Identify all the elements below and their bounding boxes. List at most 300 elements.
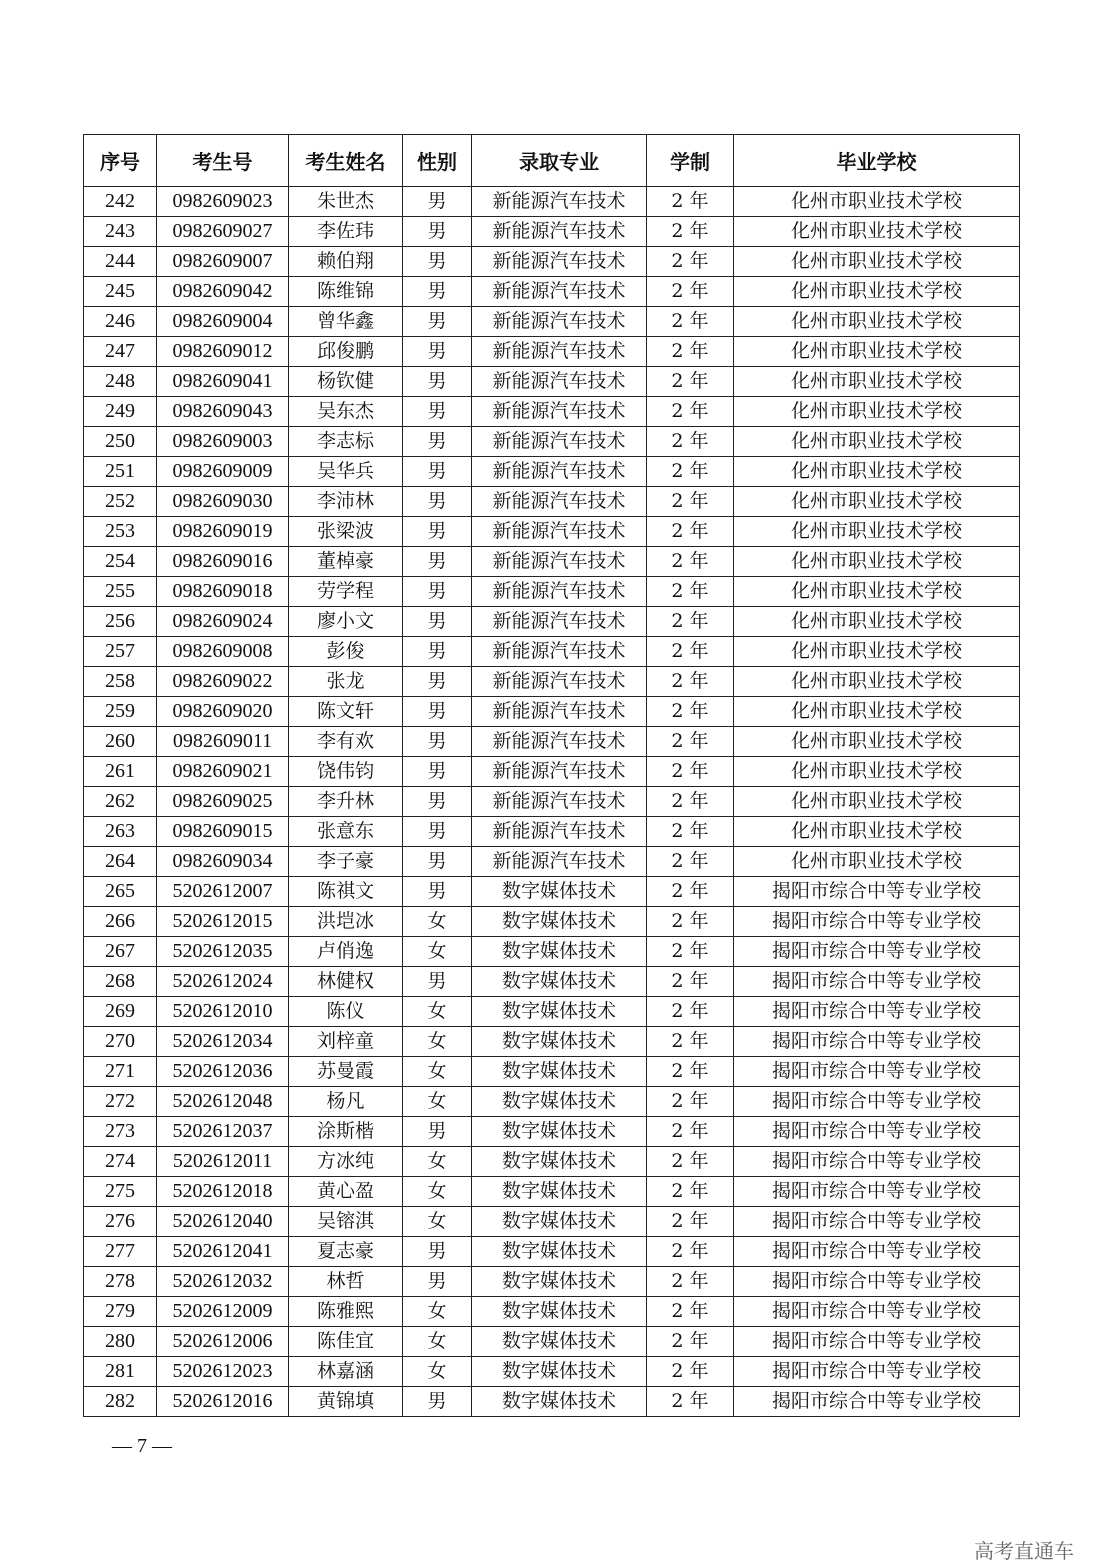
cell-duration: 2 年 (647, 547, 734, 577)
cell-name: 吴东杰 (289, 397, 403, 427)
table-row (84, 247, 1020, 277)
cell-school: 化州市职业技术学校 (734, 667, 1020, 697)
cell-gender: 男 (403, 307, 472, 337)
cell-exam-id: 0982609022 (157, 667, 289, 697)
cell-index: 277 (84, 1237, 157, 1267)
cell-exam-id: 0982609003 (157, 427, 289, 457)
table-row (84, 787, 1020, 817)
cell-gender: 男 (403, 187, 472, 217)
cell-name: 涂斯楷 (289, 1117, 403, 1147)
table-row (84, 757, 1020, 787)
cell-index: 267 (84, 937, 157, 967)
cell-gender: 女 (403, 1027, 472, 1057)
cell-gender: 女 (403, 907, 472, 937)
cell-name: 林哲 (289, 1267, 403, 1297)
cell-index: 268 (84, 967, 157, 997)
cell-index: 248 (84, 367, 157, 397)
cell-index: 244 (84, 247, 157, 277)
cell-major: 数字媒体技术 (472, 1147, 647, 1177)
cell-name: 张意东 (289, 817, 403, 847)
cell-duration: 2 年 (647, 1267, 734, 1297)
table-row (84, 607, 1020, 637)
cell-duration: 2 年 (647, 967, 734, 997)
cell-exam-id: 0982609008 (157, 637, 289, 667)
cell-major: 新能源汽车技术 (472, 637, 647, 667)
cell-major: 数字媒体技术 (472, 1387, 647, 1417)
cell-exam-id: 5202612023 (157, 1357, 289, 1387)
cell-name: 劳学程 (289, 577, 403, 607)
cell-duration: 2 年 (647, 1327, 734, 1357)
cell-exam-id: 0982609004 (157, 307, 289, 337)
cell-gender: 女 (403, 997, 472, 1027)
table-row (84, 847, 1020, 877)
table-row (84, 1057, 1020, 1087)
cell-index: 253 (84, 517, 157, 547)
cell-duration: 2 年 (647, 637, 734, 667)
cell-major: 新能源汽车技术 (472, 607, 647, 637)
table-row (84, 367, 1020, 397)
cell-index: 246 (84, 307, 157, 337)
cell-index: 257 (84, 637, 157, 667)
cell-gender: 男 (403, 757, 472, 787)
cell-major: 新能源汽车技术 (472, 217, 647, 247)
cell-name: 朱世杰 (289, 187, 403, 217)
header-school: 毕业学校 (734, 135, 1020, 187)
table-row (84, 1027, 1020, 1057)
cell-exam-id: 5202612016 (157, 1387, 289, 1417)
cell-index: 273 (84, 1117, 157, 1147)
cell-duration: 2 年 (647, 607, 734, 637)
cell-school: 揭阳市综合中等专业学校 (734, 1387, 1020, 1417)
cell-exam-id: 0982609042 (157, 277, 289, 307)
cell-index: 260 (84, 727, 157, 757)
cell-index: 269 (84, 997, 157, 1027)
cell-school: 揭阳市综合中等专业学校 (734, 1117, 1020, 1147)
cell-gender: 男 (403, 487, 472, 517)
cell-name: 吴镕淇 (289, 1207, 403, 1237)
cell-gender: 男 (403, 1117, 472, 1147)
cell-exam-id: 0982609021 (157, 757, 289, 787)
cell-name: 刘梓童 (289, 1027, 403, 1057)
cell-exam-id: 0982609043 (157, 397, 289, 427)
cell-name: 李升林 (289, 787, 403, 817)
cell-duration: 2 年 (647, 1117, 734, 1147)
cell-index: 270 (84, 1027, 157, 1057)
cell-school: 揭阳市综合中等专业学校 (734, 1057, 1020, 1087)
cell-gender: 男 (403, 877, 472, 907)
cell-name: 廖小文 (289, 607, 403, 637)
table-row (84, 1177, 1020, 1207)
cell-name: 李志标 (289, 427, 403, 457)
cell-index: 279 (84, 1297, 157, 1327)
cell-duration: 2 年 (647, 697, 734, 727)
cell-name: 杨钦健 (289, 367, 403, 397)
cell-duration: 2 年 (647, 517, 734, 547)
cell-duration: 2 年 (647, 487, 734, 517)
table-row (84, 877, 1020, 907)
cell-exam-id: 0982609024 (157, 607, 289, 637)
cell-major: 新能源汽车技术 (472, 307, 647, 337)
cell-index: 256 (84, 607, 157, 637)
cell-gender: 男 (403, 667, 472, 697)
cell-duration: 2 年 (647, 1087, 734, 1117)
cell-school: 化州市职业技术学校 (734, 187, 1020, 217)
cell-exam-id: 5202612007 (157, 877, 289, 907)
cell-gender: 男 (403, 397, 472, 427)
cell-school: 揭阳市综合中等专业学校 (734, 1297, 1020, 1327)
cell-school: 化州市职业技术学校 (734, 637, 1020, 667)
cell-gender: 男 (403, 217, 472, 247)
cell-duration: 2 年 (647, 577, 734, 607)
cell-school: 化州市职业技术学校 (734, 787, 1020, 817)
table-row (84, 697, 1020, 727)
cell-school: 化州市职业技术学校 (734, 847, 1020, 877)
cell-name: 林嘉涵 (289, 1357, 403, 1387)
cell-school: 化州市职业技术学校 (734, 397, 1020, 427)
table-row (84, 457, 1020, 487)
cell-duration: 2 年 (647, 1177, 734, 1207)
cell-school: 化州市职业技术学校 (734, 727, 1020, 757)
table-row (84, 1357, 1020, 1387)
cell-gender: 男 (403, 517, 472, 547)
cell-index: 278 (84, 1267, 157, 1297)
admission-table (83, 134, 1020, 1417)
cell-index: 271 (84, 1057, 157, 1087)
table-row (84, 517, 1020, 547)
cell-school: 揭阳市综合中等专业学校 (734, 997, 1020, 1027)
cell-gender: 男 (403, 337, 472, 367)
cell-index: 275 (84, 1177, 157, 1207)
cell-name: 方冰纯 (289, 1147, 403, 1177)
cell-index: 247 (84, 337, 157, 367)
cell-major: 新能源汽车技术 (472, 427, 647, 457)
table-row (84, 217, 1020, 247)
cell-exam-id: 0982609018 (157, 577, 289, 607)
cell-exam-id: 5202612024 (157, 967, 289, 997)
cell-index: 282 (84, 1387, 157, 1417)
cell-exam-id: 5202612041 (157, 1237, 289, 1267)
cell-duration: 2 年 (647, 727, 734, 757)
cell-exam-id: 5202612018 (157, 1177, 289, 1207)
cell-index: 243 (84, 217, 157, 247)
cell-name: 李佐玮 (289, 217, 403, 247)
cell-index: 252 (84, 487, 157, 517)
cell-major: 数字媒体技术 (472, 1057, 647, 1087)
cell-index: 245 (84, 277, 157, 307)
cell-exam-id: 5202612035 (157, 937, 289, 967)
cell-name: 黄锦填 (289, 1387, 403, 1417)
table-row (84, 967, 1020, 997)
table-row (84, 427, 1020, 457)
header-duration: 学制 (647, 135, 734, 187)
cell-duration: 2 年 (647, 277, 734, 307)
cell-duration: 2 年 (647, 877, 734, 907)
cell-school: 化州市职业技术学校 (734, 337, 1020, 367)
table-row (84, 1297, 1020, 1327)
cell-major: 新能源汽车技术 (472, 787, 647, 817)
table-row (84, 1117, 1020, 1147)
cell-major: 新能源汽车技术 (472, 337, 647, 367)
cell-major: 新能源汽车技术 (472, 487, 647, 517)
cell-index: 261 (84, 757, 157, 787)
cell-exam-id: 0982609007 (157, 247, 289, 277)
cell-gender: 男 (403, 607, 472, 637)
cell-name: 陈祺文 (289, 877, 403, 907)
cell-duration: 2 年 (647, 367, 734, 397)
cell-index: 264 (84, 847, 157, 877)
watermark: 高考直通车 (974, 1539, 1074, 1563)
cell-major: 新能源汽车技术 (472, 577, 647, 607)
cell-major: 新能源汽车技术 (472, 187, 647, 217)
cell-gender: 女 (403, 937, 472, 967)
cell-school: 揭阳市综合中等专业学校 (734, 1087, 1020, 1117)
cell-major: 数字媒体技术 (472, 1087, 647, 1117)
cell-exam-id: 5202612034 (157, 1027, 289, 1057)
cell-exam-id: 0982609034 (157, 847, 289, 877)
table-row (84, 1087, 1020, 1117)
cell-duration: 2 年 (647, 457, 734, 487)
cell-exam-id: 0982609041 (157, 367, 289, 397)
cell-index: 251 (84, 457, 157, 487)
table-row (84, 1387, 1020, 1417)
cell-index: 249 (84, 397, 157, 427)
cell-exam-id: 5202612010 (157, 997, 289, 1027)
cell-major: 新能源汽车技术 (472, 847, 647, 877)
table-row (84, 547, 1020, 577)
table-row (84, 337, 1020, 367)
cell-name: 赖伯翔 (289, 247, 403, 277)
cell-name: 苏曼霞 (289, 1057, 403, 1087)
cell-major: 新能源汽车技术 (472, 397, 647, 427)
cell-exam-id: 0982609027 (157, 217, 289, 247)
table-row (84, 1327, 1020, 1357)
cell-school: 化州市职业技术学校 (734, 277, 1020, 307)
cell-index: 265 (84, 877, 157, 907)
cell-name: 洪垲冰 (289, 907, 403, 937)
cell-duration: 2 年 (647, 1237, 734, 1267)
cell-major: 新能源汽车技术 (472, 367, 647, 397)
cell-duration: 2 年 (647, 187, 734, 217)
cell-gender: 男 (403, 367, 472, 397)
cell-school: 揭阳市综合中等专业学校 (734, 1327, 1020, 1357)
cell-gender: 男 (403, 1387, 472, 1417)
cell-duration: 2 年 (647, 847, 734, 877)
cell-major: 新能源汽车技术 (472, 277, 647, 307)
cell-school: 化州市职业技术学校 (734, 577, 1020, 607)
cell-name: 邱俊鹏 (289, 337, 403, 367)
cell-exam-id: 5202612032 (157, 1267, 289, 1297)
table-row (84, 577, 1020, 607)
cell-school: 化州市职业技术学校 (734, 427, 1020, 457)
cell-gender: 女 (403, 1177, 472, 1207)
cell-school: 化州市职业技术学校 (734, 457, 1020, 487)
cell-duration: 2 年 (647, 817, 734, 847)
table-row (84, 667, 1020, 697)
cell-gender: 男 (403, 637, 472, 667)
cell-duration: 2 年 (647, 337, 734, 367)
table-row (84, 487, 1020, 517)
cell-duration: 2 年 (647, 997, 734, 1027)
cell-gender: 男 (403, 787, 472, 817)
cell-name: 陈佳宜 (289, 1327, 403, 1357)
cell-major: 新能源汽车技术 (472, 697, 647, 727)
cell-school: 化州市职业技术学校 (734, 217, 1020, 247)
table-row (84, 1147, 1020, 1177)
cell-gender: 男 (403, 577, 472, 607)
table-row (84, 277, 1020, 307)
cell-school: 化州市职业技术学校 (734, 517, 1020, 547)
cell-school: 化州市职业技术学校 (734, 817, 1020, 847)
cell-index: 276 (84, 1207, 157, 1237)
cell-gender: 女 (403, 1297, 472, 1327)
cell-duration: 2 年 (647, 1147, 734, 1177)
cell-major: 数字媒体技术 (472, 1327, 647, 1357)
cell-gender: 女 (403, 1357, 472, 1387)
header-name: 考生姓名 (289, 135, 403, 187)
table-row (84, 1267, 1020, 1297)
cell-name: 杨凡 (289, 1087, 403, 1117)
cell-duration: 2 年 (647, 667, 734, 697)
cell-name: 董棹豪 (289, 547, 403, 577)
table-row (84, 307, 1020, 337)
cell-index: 274 (84, 1147, 157, 1177)
header-exam-id: 考生号 (157, 135, 289, 187)
cell-major: 数字媒体技术 (472, 1207, 647, 1237)
cell-major: 数字媒体技术 (472, 967, 647, 997)
cell-major: 数字媒体技术 (472, 1297, 647, 1327)
cell-duration: 2 年 (647, 1027, 734, 1057)
cell-gender: 女 (403, 1207, 472, 1237)
table-row (84, 1207, 1020, 1237)
cell-duration: 2 年 (647, 307, 734, 337)
cell-major: 新能源汽车技术 (472, 547, 647, 577)
cell-duration: 2 年 (647, 397, 734, 427)
cell-name: 黄心盈 (289, 1177, 403, 1207)
cell-index: 255 (84, 577, 157, 607)
cell-exam-id: 0982609030 (157, 487, 289, 517)
cell-school: 揭阳市综合中等专业学校 (734, 937, 1020, 967)
cell-exam-id: 5202612040 (157, 1207, 289, 1237)
table-row (84, 637, 1020, 667)
cell-major: 新能源汽车技术 (472, 727, 647, 757)
cell-name: 饶伟钧 (289, 757, 403, 787)
cell-school: 化州市职业技术学校 (734, 487, 1020, 517)
cell-gender: 男 (403, 427, 472, 457)
header-gender: 性别 (403, 135, 472, 187)
cell-school: 揭阳市综合中等专业学校 (734, 907, 1020, 937)
cell-duration: 2 年 (647, 427, 734, 457)
cell-major: 新能源汽车技术 (472, 517, 647, 547)
cell-name: 彭俊 (289, 637, 403, 667)
cell-major: 新能源汽车技术 (472, 247, 647, 277)
cell-school: 化州市职业技术学校 (734, 247, 1020, 277)
cell-major: 数字媒体技术 (472, 997, 647, 1027)
cell-exam-id: 0982609023 (157, 187, 289, 217)
cell-duration: 2 年 (647, 1297, 734, 1327)
cell-name: 陈雅熙 (289, 1297, 403, 1327)
cell-index: 263 (84, 817, 157, 847)
cell-exam-id: 5202612037 (157, 1117, 289, 1147)
cell-school: 化州市职业技术学校 (734, 307, 1020, 337)
cell-school: 化州市职业技术学校 (734, 607, 1020, 637)
cell-exam-id: 5202612006 (157, 1327, 289, 1357)
cell-duration: 2 年 (647, 1387, 734, 1417)
cell-name: 卢俏逸 (289, 937, 403, 967)
table-row (84, 187, 1020, 217)
cell-major: 数字媒体技术 (472, 937, 647, 967)
cell-school: 揭阳市综合中等专业学校 (734, 1207, 1020, 1237)
cell-gender: 男 (403, 547, 472, 577)
cell-exam-id: 5202612036 (157, 1057, 289, 1087)
header-index: 序号 (84, 135, 157, 187)
cell-index: 262 (84, 787, 157, 817)
page-number: — 7 — (112, 1435, 172, 1457)
cell-gender: 男 (403, 247, 472, 277)
cell-duration: 2 年 (647, 217, 734, 247)
cell-duration: 2 年 (647, 787, 734, 817)
cell-duration: 2 年 (647, 1357, 734, 1387)
cell-index: 242 (84, 187, 157, 217)
cell-duration: 2 年 (647, 1207, 734, 1237)
cell-major: 数字媒体技术 (472, 1357, 647, 1387)
cell-exam-id: 0982609009 (157, 457, 289, 487)
cell-name: 曾华鑫 (289, 307, 403, 337)
cell-major: 数字媒体技术 (472, 1177, 647, 1207)
cell-school: 化州市职业技术学校 (734, 547, 1020, 577)
header-major: 录取专业 (472, 135, 647, 187)
cell-major: 数字媒体技术 (472, 1267, 647, 1297)
cell-school: 揭阳市综合中等专业学校 (734, 1267, 1020, 1297)
cell-exam-id: 5202612048 (157, 1087, 289, 1117)
cell-index: 259 (84, 697, 157, 727)
cell-school: 揭阳市综合中等专业学校 (734, 1357, 1020, 1387)
cell-school: 揭阳市综合中等专业学校 (734, 1237, 1020, 1267)
table-row (84, 817, 1020, 847)
cell-gender: 男 (403, 727, 472, 757)
cell-name: 陈仪 (289, 997, 403, 1027)
cell-major: 新能源汽车技术 (472, 457, 647, 487)
cell-duration: 2 年 (647, 757, 734, 787)
cell-major: 数字媒体技术 (472, 1237, 647, 1267)
cell-exam-id: 0982609016 (157, 547, 289, 577)
cell-index: 280 (84, 1327, 157, 1357)
cell-major: 数字媒体技术 (472, 877, 647, 907)
cell-name: 李有欢 (289, 727, 403, 757)
cell-gender: 女 (403, 1057, 472, 1087)
cell-index: 281 (84, 1357, 157, 1387)
cell-name: 陈维锦 (289, 277, 403, 307)
cell-gender: 男 (403, 847, 472, 877)
cell-major: 数字媒体技术 (472, 1027, 647, 1057)
table-row (84, 997, 1020, 1027)
cell-duration: 2 年 (647, 1057, 734, 1087)
cell-exam-id: 0982609025 (157, 787, 289, 817)
cell-name: 陈文轩 (289, 697, 403, 727)
cell-school: 揭阳市综合中等专业学校 (734, 1147, 1020, 1177)
cell-major: 数字媒体技术 (472, 907, 647, 937)
cell-gender: 男 (403, 277, 472, 307)
table-row (84, 1237, 1020, 1267)
cell-gender: 男 (403, 457, 472, 487)
cell-gender: 女 (403, 1327, 472, 1357)
cell-exam-id: 0982609015 (157, 817, 289, 847)
cell-name: 张梁波 (289, 517, 403, 547)
cell-gender: 男 (403, 697, 472, 727)
cell-name: 吴华兵 (289, 457, 403, 487)
cell-gender: 女 (403, 1087, 472, 1117)
cell-major: 新能源汽车技术 (472, 817, 647, 847)
table-row (84, 397, 1020, 427)
